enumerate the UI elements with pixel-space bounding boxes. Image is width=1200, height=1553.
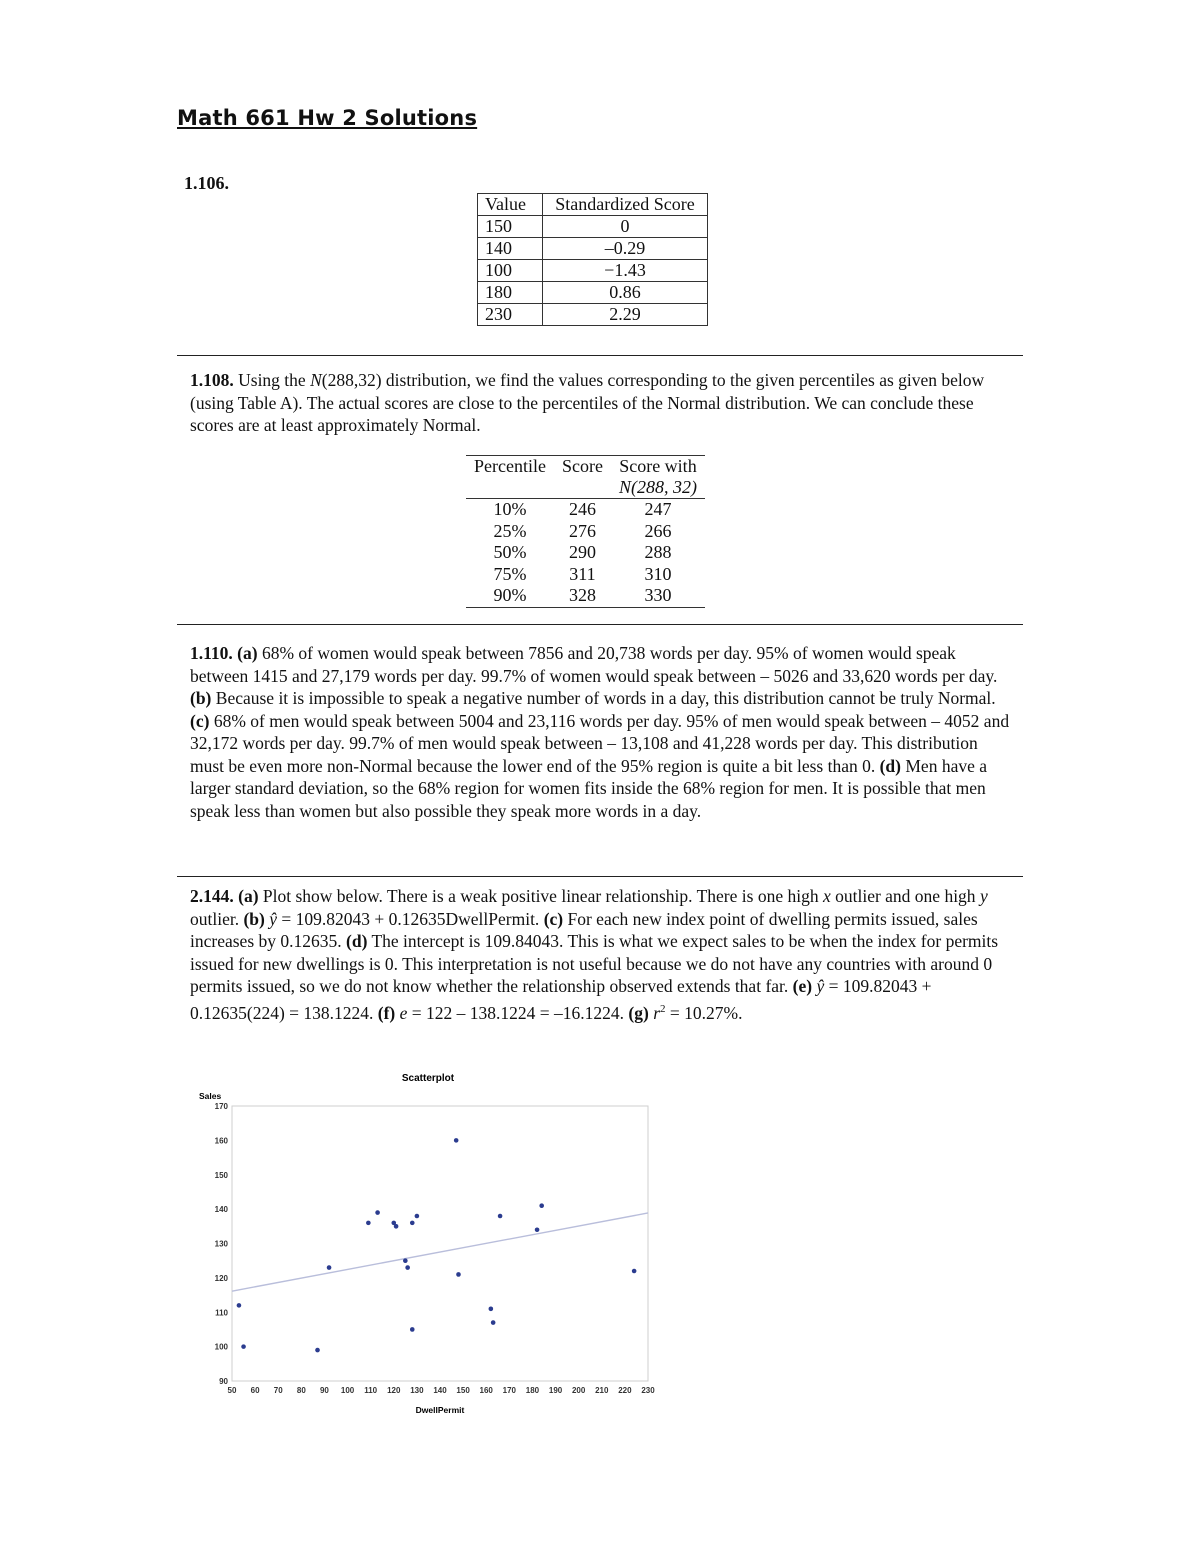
x-tick-label: 180 [525,1386,540,1395]
data-point [498,1214,503,1219]
cell-score: −1.43 [543,260,708,282]
table-row [478,260,708,282]
part-label: (a) [238,886,259,906]
y-axis-label: Sales [199,1091,222,1101]
part-label: (a) [237,643,258,663]
text: = 109.82043 + 0.12635(224) = 138.1224. [190,976,932,1023]
y-axis-ticks [215,1102,229,1386]
section-divider [177,624,1023,625]
table-row [478,216,708,238]
data-point [405,1265,410,1270]
data-point [366,1221,371,1226]
text: x [822,886,831,906]
cell: 246 [568,499,596,519]
column-header: Score [554,456,611,499]
cell: 290 [568,542,596,562]
cell-score: –0.29 [543,238,708,260]
part-label: (g) [628,1002,649,1023]
text: ŷ [269,908,278,929]
data-point [632,1269,637,1274]
cell: 310 [644,563,672,584]
cell: 311 [569,563,596,584]
table-row [478,304,708,326]
column-header: Percentile [466,456,554,499]
y-tick-label: 140 [214,1205,228,1215]
part-label: (f) [377,1002,396,1023]
problem-label: 2.144. [190,886,234,906]
x-tick-label: 130 [410,1386,424,1395]
y-tick-label: 160 [214,1136,228,1146]
data-point [410,1221,415,1226]
text: The intercept is 109.84043. This is what we expect sales to be when the index for permits issued for new dwellings is 0. This interpretation is not useful because we do not have any countries with around 0 permits issued, so we do not know whether the relationship observed extends that far. [190,931,999,996]
problem-1-106-label: 1.106. [184,173,229,193]
cell-score: 2.29 [543,304,708,326]
cell-score: 0 [543,216,708,238]
column-header: Standardized Score [543,194,708,216]
data-points [237,1138,637,1352]
x-tick-label: 80 [296,1386,306,1395]
data-point [410,1327,415,1332]
scatterplot-chart [190,1068,670,1420]
text: = 10.27%. [665,1002,743,1023]
x-axis-ticks [228,1386,656,1395]
table-row [466,585,705,607]
cell-value: 150 [478,216,543,238]
table-header-row [466,456,705,499]
table-row [466,542,705,564]
data-point [375,1210,380,1215]
cell-value: 100 [478,260,543,282]
x-tick-label: 170 [502,1386,517,1395]
part-label: (e) [792,976,813,996]
x-tick-label: 110 [364,1386,378,1395]
text: e [399,1002,408,1023]
x-tick-label: 60 [250,1386,260,1395]
table-header-row [478,194,708,216]
y-tick-label: 90 [219,1377,228,1386]
part-label: (c) [190,710,210,731]
text: Using the [233,370,311,390]
x-tick-label: 220 [618,1386,632,1395]
data-point [237,1303,242,1308]
text: r [653,1002,661,1023]
data-point [489,1307,494,1312]
table-row [466,499,705,521]
data-point [315,1348,320,1353]
part-label: (b) [243,908,265,929]
data-point [491,1320,496,1325]
x-tick-label: 150 [456,1386,470,1395]
text: N [310,370,322,390]
cell: 90% [466,585,554,607]
data-point [539,1203,544,1208]
x-tick-label: 100 [340,1386,355,1395]
cell: 247 [644,499,672,519]
cell: 288 [644,542,672,562]
cell-value: 140 [478,238,543,260]
x-tick-label: 210 [595,1386,609,1395]
standardized-score-table [477,193,708,326]
text: ŷ [816,976,825,996]
cell: 266 [644,520,672,541]
cell: 75% [493,563,527,584]
header-line: N(288, 32) [618,477,697,497]
data-point [415,1214,420,1219]
problem-label: 1.108. [190,370,234,390]
cell: 328 [554,585,611,607]
problem-label: 1.110. [190,643,233,663]
part-label: (b) [190,688,212,708]
data-point [535,1227,540,1232]
table-row [466,521,705,543]
text: = 109.82043 + 0.12635DwellPermit. [277,908,544,929]
x-tick-label: 120 [387,1386,401,1395]
cell-value: 230 [478,304,543,326]
cell: 330 [611,585,705,607]
data-point [403,1258,408,1263]
text: (288,32) distribution, we find the values corresponding to the given percentiles as given below (using Table A). The actual scores are close to the percentiles of the Normal distribution. We can conclude these scores are at least approximately Normal. [190,370,985,435]
cell-score: 0.86 [543,282,708,304]
problem-2-144-text [190,885,1010,1024]
y-tick-label: 130 [214,1239,228,1249]
cell: 50% [493,542,527,562]
chart-title: Scatterplot [401,1073,455,1084]
x-tick-label: 140 [433,1386,447,1395]
part-label: (d) [879,755,901,776]
section-divider [177,355,1023,356]
table-row [466,564,705,586]
problem-1-108-text [190,369,1010,437]
table-row [478,238,708,260]
cell: 25% [493,520,527,541]
section-divider [177,876,1023,877]
text: Because it is impossible to speak a negative number of words in a day, this distribution cannot be truly Normal. [211,688,996,708]
regression-line [232,1213,648,1291]
text: outlier. [190,908,244,929]
text: For each new index point of dwelling permits issued, sales increases by 0.12635. [190,908,978,951]
y-tick-label: 120 [214,1273,228,1283]
x-tick-label: 160 [479,1386,493,1395]
y-tick-label: 170 [214,1102,228,1111]
cell-value: 180 [478,282,543,304]
y-tick-label: 150 [214,1170,228,1180]
y-tick-label: 100 [214,1342,228,1352]
data-point [327,1265,332,1270]
part-label: (d) [346,931,368,951]
data-point [456,1272,461,1277]
plot-frame [232,1106,648,1381]
column-header: Value [478,194,543,216]
text: = 122 – 138.1224 = –16.1224. [407,1002,629,1023]
data-point [241,1344,246,1349]
cell: 10% [493,499,527,519]
text: 68% of men would speak between 5004 and 23,116 words per day. 95% of men would speak between – 4052 and 32,172 words per day. 99.7% of men would speak between – 13,108 and 41,228 words per day. This distribution must be even more non-Normal because the lower end of the 95% region is quite a bit less than 0. [190,710,1010,776]
percentile-table [466,455,705,608]
x-axis-label: DwellPermit [415,1405,465,1415]
data-point [454,1138,459,1143]
x-tick-label: 200 [571,1386,586,1395]
x-tick-label: 190 [548,1386,563,1395]
text: y [979,886,988,906]
text: outlier and one high [830,886,980,906]
header-line: Score with [619,456,697,476]
x-tick-label: 230 [641,1386,655,1395]
y-tick-label: 110 [215,1308,228,1318]
text: 68% of women would speak between 7856 and 20,738 words per day. 95% of women would speak between 1415 and 27,179 words per day. 99.7% of women would speak between – 5026 and 33,620 words per day. [190,643,998,686]
text: 2 [660,1002,666,1015]
data-point [394,1224,399,1229]
x-tick-label: 50 [227,1386,237,1395]
cell: 276 [568,520,596,541]
page-title: Math 661 Hw 2 Solutions [177,106,478,130]
x-tick-label: 90 [319,1386,329,1395]
text: Men have a larger standard deviation, so the 68% region for women fits inside the 68% region for men. It is possible that men speak less than women but also possible they speak more words in a day. [190,755,988,821]
problem-1-110-text [190,642,1010,822]
x-tick-label: 70 [273,1386,283,1395]
text: Plot show below. There is a weak positive linear relationship. There is one high [258,886,823,906]
table-row [478,282,708,304]
part-label: (c) [543,908,564,929]
column-header [611,456,705,499]
